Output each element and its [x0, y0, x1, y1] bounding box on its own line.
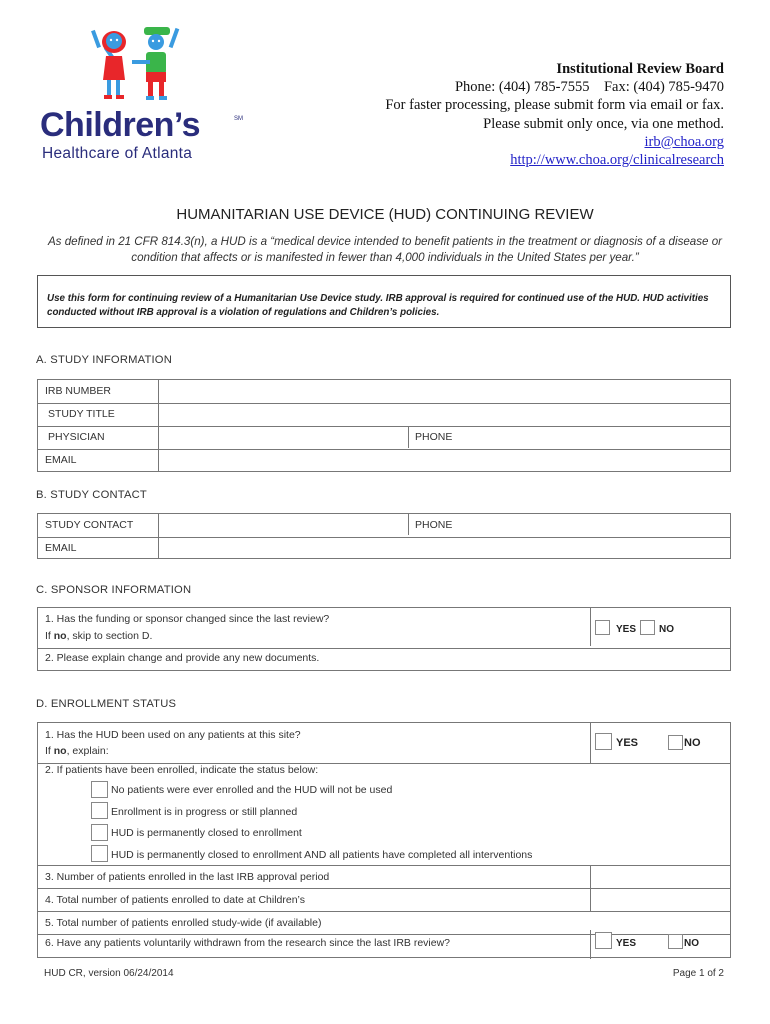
enrollment-q3: 3. Number of patients enrolled in the last IRB approval period: [45, 871, 330, 883]
sponsor-no-label: NO: [659, 624, 674, 635]
status-option-checkbox-2[interactable]: [91, 802, 108, 819]
irb-website-link[interactable]: http://www.choa.org/clinicalresearch: [510, 152, 724, 169]
logo-service-mark: SM: [234, 116, 243, 122]
study-title-label: STUDY TITLE: [48, 408, 115, 420]
page-title: HUMANITARIAN USE DEVICE (HUD) CONTINUING REVIEW: [176, 206, 594, 223]
irb-phone-fax: Phone: (404) 785-7555 Fax: (404) 785-9470: [454, 79, 724, 96]
irb-org-name: Institutional Review Board: [556, 61, 724, 77]
irb-number-input[interactable]: [160, 381, 728, 402]
status-option-label-3: HUD is permanently closed to enrollment: [111, 827, 302, 839]
phone-label: PHONE: [415, 431, 453, 443]
used-yes-label: YES: [616, 737, 639, 749]
study-contact-label: STUDY CONTACT: [45, 519, 134, 531]
enrollment-q1: 1. Has the HUD been used on any patients at this site?: [45, 729, 301, 741]
withdrawn-no-label: NO: [684, 938, 699, 949]
enrollment-q2: 2. If patients have been enrolled, indicate the status below:: [45, 764, 319, 776]
status-option-label-1: No patients were ever enrolled and the HUD will not be used: [111, 784, 393, 796]
email-label: EMAIL: [45, 454, 77, 466]
sponsor-no-checkbox[interactable]: [640, 620, 655, 635]
physician-email-input[interactable]: [160, 450, 728, 471]
kids-logo-graphic: [90, 22, 184, 104]
irb-contact-block: [385, 60, 724, 169]
physician-input[interactable]: [160, 427, 406, 448]
irb-number-label: IRB NUMBER: [45, 385, 111, 397]
status-option-checkbox-3[interactable]: [91, 824, 108, 841]
used-no-label: NO: [684, 737, 701, 749]
section-b-heading: B. STUDY CONTACT: [36, 489, 147, 501]
irb-instruction-2: Please submit only once, via one method.: [483, 115, 724, 132]
q4-count-input[interactable]: [592, 889, 728, 910]
enrollment-table: [37, 722, 731, 958]
notice-box: Use this form for continuing review of a Humanitarian Use Device study. IRB approval is required for continued use of the HUD. HUD activities conducted without IRB approval is a violation of regulations and Children’s policies.: [37, 275, 731, 328]
logo-wordmark: Children’s: [40, 106, 200, 144]
sponsor-yes-label: YES: [616, 624, 637, 635]
irb-email-link[interactable]: irb@choa.org: [644, 133, 724, 150]
enrollment-q5: 5. Total number of patients enrolled study-wide (if available): [45, 917, 322, 929]
section-c-heading: C. SPONSOR INFORMATION: [36, 584, 192, 596]
sponsor-q2: 2. Please explain change and provide any new documents.: [45, 652, 320, 664]
section-d-heading: D. ENROLLMENT STATUS: [36, 698, 177, 710]
physician-label: PHYSICIAN: [48, 431, 105, 443]
page-number: Page 1 of 2: [672, 968, 724, 979]
contact-phone-label: PHONE: [415, 519, 453, 531]
used-no-checkbox[interactable]: [668, 735, 683, 750]
form-version: HUD CR, version 06/24/2014: [44, 968, 174, 979]
status-option-checkbox-4[interactable]: [91, 845, 108, 862]
status-option-label-4: HUD is permanently closed to enrollment AND all patients have completed all interventions: [111, 849, 533, 861]
status-option-checkbox-1[interactable]: [91, 781, 108, 798]
logo-subtitle: Healthcare of Atlanta: [42, 145, 193, 162]
physician-phone-input[interactable]: [468, 427, 728, 448]
study-contact-input[interactable]: [160, 515, 406, 536]
withdrawn-yes-label: YES: [616, 938, 637, 949]
q3-count-input[interactable]: [592, 866, 728, 887]
withdrawn-yes-checkbox[interactable]: [595, 932, 612, 949]
sponsor-q1-skip: If no, skip to section D.: [45, 630, 153, 642]
used-yes-checkbox[interactable]: [595, 733, 612, 750]
study-contact-table: [37, 513, 731, 559]
study-info-table: [37, 379, 731, 472]
sponsor-yes-checkbox[interactable]: [595, 620, 610, 635]
sponsor-q1: 1. Has the funding or sponsor changed since the last review?: [45, 613, 330, 625]
withdrawn-no-checkbox[interactable]: [668, 934, 683, 949]
status-option-label-2: Enrollment is in progress or still planned: [111, 806, 298, 818]
contact-email-label: EMAIL: [45, 542, 77, 554]
sponsor-table: [37, 607, 731, 671]
irb-instruction-1: For faster processing, please submit form via email or fax.: [385, 97, 724, 114]
enrollment-q4: 4. Total number of patients enrolled to date at Children’s: [45, 894, 305, 906]
contact-email-input[interactable]: [160, 538, 728, 559]
hud-definition: As defined in 21 CFR 814.3(n), a HUD is a “medical device intended to benefit patients in the treatment or diagnosis of a disease or condition that affects or is manifested in fewer than 4,000 individuals in the United States per year.”: [47, 235, 723, 264]
enrollment-q1-explain: If no, explain:: [45, 745, 109, 757]
study-title-input[interactable]: [160, 404, 728, 425]
enrollment-q6: 6. Have any patients voluntarily withdrawn from the research since the last IRB review?: [45, 937, 451, 949]
section-a-heading: A. STUDY INFORMATION: [36, 354, 172, 366]
contact-phone-input[interactable]: [468, 515, 728, 536]
